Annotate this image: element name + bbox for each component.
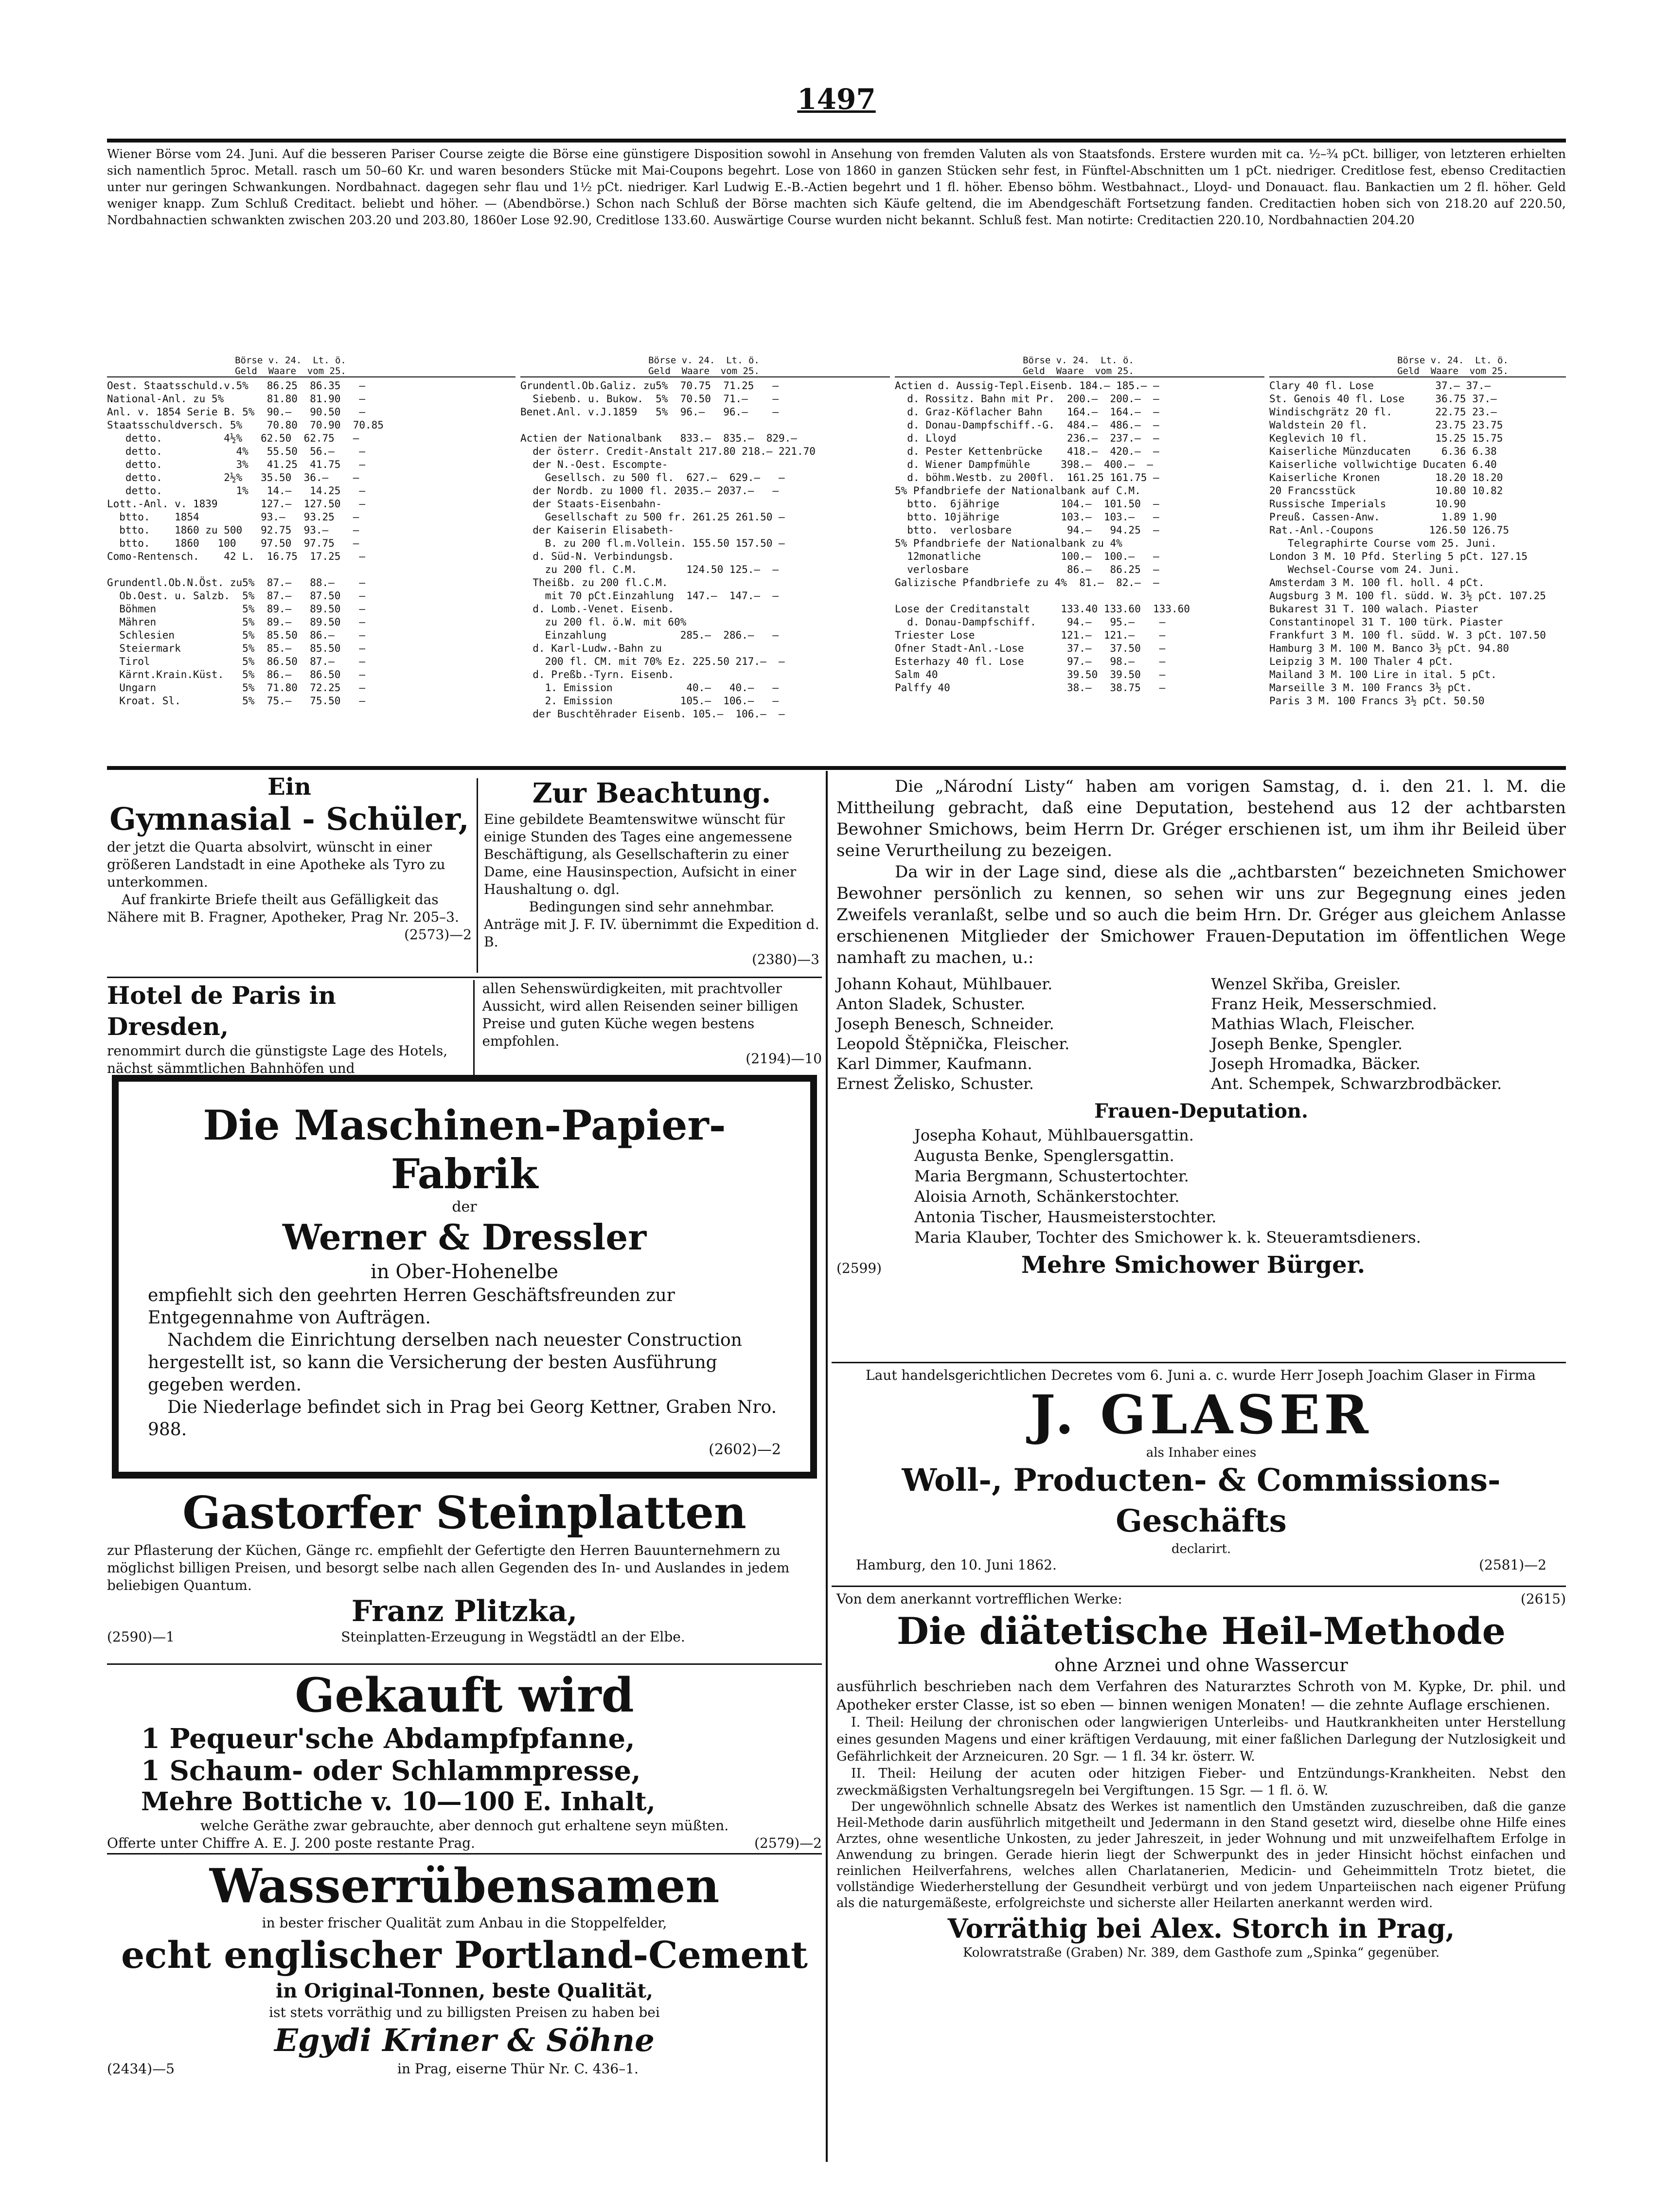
table-row: der Kaiserin Elisabeth- [520,524,675,536]
table-row: Ungarn 5% 71.80 72.25 — [107,682,366,694]
table-row: d. Lomb.-Venet. Eisenb. [520,603,675,615]
table-row: der österr. Credit-Anstalt 217.80 218.— 221.70 [520,446,816,457]
ad-sub: in bester frischer Qualität zum Anbau in die Stoppelfelder, [262,1915,667,1931]
table-row: B. zu 200 fl.m.Vollein. 155.50 157.50 — [520,537,785,549]
ad-divider [107,977,822,978]
ad-sign: Mehre Smichower Bürger. [1021,1251,1366,1279]
table-row: Böhmen 5% 89.— 89.50 — [107,603,366,615]
table-row: Bukarest 31 T. 100 walach. Piaster [1269,603,1478,615]
list-item: Ant. Schempek, Schwarzbrodbäcker. [1211,1074,1502,1093]
table-row: Constantinopel 31 T. 100 türk. Piaster [1269,616,1503,628]
table-row: Benet.Anl. v.J.1859 5% 96.— 96.— — [520,406,779,418]
exchange-table-3 [895,355,1264,764]
list-item: Maria Klauber, Tochter des Smichower k. k. Steueramtsdieners. [914,1228,1421,1247]
table-row: Einzahlung 285.— 286.— — [520,629,779,641]
ad-title: Hotel de Paris in Dresden, [107,981,336,1041]
table-row: der Buschtěhrader Eisenb. 105.— 106.— — [520,708,785,720]
ad-heil-methode [836,1590,1566,2125]
ad-gekauft [107,1668,822,1853]
ad-body-3: Die Niederlage befindet sich in Prag bei Georg Kettner, Graben Nro. 988. [148,1397,777,1440]
ad-title: Wasserrübensamen [209,1858,720,1913]
table-row: Lose der Creditanstalt 133.40 133.60 133.60 [895,603,1190,615]
table-header: Börse v. 24. Lt. ö. Geld Waare vom 25. [1269,355,1566,377]
table-row: Staatsschuldversch. 5% 70.80 70.90 70.85 [107,419,384,431]
table-row: d. Karl-Ludw.-Bahn zu [520,642,662,654]
ad-title: Gastorfer Steinplatten [182,1486,746,1539]
table-row: d. Süd-N. Verbindungsb. [520,551,675,562]
ad-gastorfer [107,1483,822,1668]
table-row: detto. 1% 14.— 14.25 — [107,485,366,497]
ad-ref: (2599) [836,1260,882,1276]
ad-title: Die Maschinen-Papier-Fabrik [203,1101,726,1198]
table-row: der Nordb. zu 1000 fl. 2035.— 2037.— — [520,485,779,497]
list-item: Anton Sladek, Schuster. [836,995,1026,1013]
table-row: Oest. Staatsschuld.v.5% 86.25 86.35 — [107,380,366,392]
ad-ref: (2380)—3 [752,951,819,967]
ad-text: Der ungewöhnlich schnelle Absatz des Werkes ist namentlich den Umständen zuzuschreiben, daß die ganze Heil-Methode darin ausführlich mitgetheilt und Jedermann in den Stand gesetzt wird, dieselbe ohne Hilfe eines Arztes, ohne wesentliche Unkosten, zu jeder Jahreszeit, in jeder Wohnung und mit unzweifelhaftem Erfolge in Anwendung zu bringen. Gerade hierin liegt der Schwerpunkt des in jeder Hinsicht höchst einfachen und reinlichen Heilverfahrens, welches allen Charlatanerien, Medicin- und Geheimmitteln Trotz bietet, die vollständige Wiederherstellung der Gesundheit verbürgt und von jedem Unparteiischen nach eigener Prüfung als die naturgemäßeste, erfolgreichste und sicherste aller Heilarten anerkannt werden wird. [836,1800,1566,1910]
table-row: 20 Francsstück 10.80 10.82 [1269,485,1503,497]
ad-declared: declarirt. [1171,1542,1231,1556]
ad-pre-ref: (2615) [1520,1591,1566,1607]
frauen-list [836,1125,1566,1248]
ad-ref: (2581)—2 [1479,1557,1546,1573]
table-row: btto. 6jährige 104.— 101.50 — [895,498,1159,510]
ad-body: zur Pflasterung der Küchen, Gänge rc. empfiehlt der Gefertigte den Herren Bauunternehmern zu möglichst billigen Preisen, und besorgt selbe nach allen Gegenden des In- und Auslandes in jedem beliebigen Quantum. [107,1542,790,1593]
table-row: Leipzig 3 M. 100 Thaler 4 pCt. [1269,656,1454,667]
table-row: Telegraphirte Course vom 25. Juni. [1269,537,1497,549]
exchange-report: Wiener Börse vom 24. Juni. Auf die besseren Pariser Course zeigte die Börse eine günstigere Disposition sowohl in Ansehung von fremden Valuten als von Staatsfonds. Erstere wurden mit ca. ½–¾ pCt. billiger, von letzteren erhielten sich namentlich 5proc. Metall. rasch um 50–60 Kr. und waren besonders Stücke mit Mai-Coupons begehrt. Lose von 1860 in ganzen Stücken sehr fest, in Fünftel-Abschnitten um 1 pCt. niedriger. Creditlose fest, ebenso Creditactien unter nur geringen Schwankungen. Nordbahnact. dagegen sehr flau und 1½ pCt. niedriger. Karl Ludwig E.-B.-Actien begehrt und 1 fl. höher. Ebenso böhm. Westbahnact., Lloyd- und Donauact. flau. Bankactien um 2 fl. höher. Geld weniger knapp. Zum Schluß Creditact. beliebt und höher. — (Abendbörse.) Schon nach Schluß der Börse machten sich Käufe geltend, die im Abendgeschäft Fortsetzung fanden. Creditactien hoben sich von 218.20 auf 220.50, Nordbahnactien schwankten zwischen 203.20 und 203.80, 1860er Lose 92.90, Creditlose 133.60. Auswärtige Course wurden nicht bekannt. Schluß fest. Man notirte: Creditactien 220.10, Nordbahnactien 204.20 [107,147,1566,227]
table-row: d. Wiener Dampfmühle 398.— 400.— — [895,459,1154,470]
table-row: Gesellsch. zu 500 fl. 627.— 629.— — [520,472,785,483]
table-row: Mähren 5% 89.— 89.50 — [107,616,366,628]
ad-theil-2: II. Theil: Heilung der acuten oder hitzigen Fieber- und Entzündungs-Krankheiten. Nebst den zweckmäßigsten Verhaltungsregeln bei Vergiftungen. 15 Sgr. — 1 fl. ö. W. [836,1766,1566,1798]
ad-sub: Steinplatten-Erzeugung in Wegstädtl an der Elbe. [341,1629,685,1645]
ad-body: Eine gebildete Beamtenswitwe wünscht für einige Stunden des Tages eine angemessene Beschäftigung, als Gesellschafterin zu einer Dame, eine Hausinspection, Aufsicht in einer Haushaltung o. dgl. [484,811,797,897]
top-rule [107,139,1566,143]
exchange-table-4 [1269,355,1566,764]
table-row: 1. Emission 40.— 40.— — [520,682,779,694]
table-row: btto. 10jährige 103.— 103.— — [895,511,1159,523]
table-row: d. Donau-Dampfschiff. 94.— 95.— — [895,616,1166,628]
table-row: Grundentl.Ob.N.Öst. zu5% 87.— 88.— — [107,577,366,589]
table-row: St. Genois 40 fl. Lose 36.75 37.— [1269,393,1497,405]
table-row: d. Rossitz. Bahn mit Pr. 200.— 200.— — [895,393,1159,405]
ad-wasserruebensamen [107,1858,822,2130]
ad-title: Zur Beachtung. [532,777,771,809]
ad-ref: (2573)—2 [404,927,472,943]
table-row: der Staats-Eisenbahn- [520,498,662,510]
table-row: Como-Rentensch. 42 L. 16.75 17.25 — [107,551,366,562]
ad-offer: Offerte unter Chiffre A. E. J. 200 poste restante Prag. [107,1835,475,1851]
table-row: Galizische Pfandbriefe zu 4% 81.— 82.— — [895,577,1159,589]
ad-divider [107,1663,822,1665]
ad-stock: Vorräthig bei Alex. Storch in Prag, [947,1913,1455,1944]
ad-divider [832,1362,1566,1363]
table-row: Gesellschaft zu 500 fr. 261.25 261.50 — [520,511,785,523]
article-paragraph-2: Da wir in der Lage sind, diese als die „achtbarsten“ bezeichneten Smichower Bewohner persönlich zu kennen, so sehen wir uns zur Begegnung eines jeden Zweifels veranlaßt, selbe und so auch die beim Hrn. Dr. Gréger aus gleichem Anlasse erschienenen Mitglieder der Smichower Frauen-Deputation im öffentlichen Wege namhaft zu machen, u.: [836,862,1566,967]
ad-orig: in Original-Tonnen, beste Qualität, [276,1980,653,2002]
table-row: 2. Emission 105.— 106.— — [520,695,779,707]
names-grid [836,974,1566,1094]
ad-body-2: Bedingungen sind sehr annehmbar. [529,899,775,915]
table-row: d. Lloyd 236.— 237.— — [895,432,1159,444]
list-item: Joseph Benke, Spengler. [1211,1035,1403,1053]
ad-place: in Ober-Hohenelbe [371,1261,558,1283]
table-row: Wechsel-Course vom 24. Juni. [1269,564,1460,575]
table-row: btto. 1860 zu 500 92.75 93.— — [107,524,359,536]
table-row: Frankfurt 3 M. 100 fl. südd. W. 3 pCt. 107.50 [1269,629,1546,641]
ad-title: Die diätetische Heil-Methode [897,1609,1506,1653]
ad-title: Gekauft wird [295,1668,634,1723]
table-row: Rat.-Anl.-Coupons 126.50 126.75 [1269,524,1510,536]
list-item: Antonia Tischer, Hausmeisterstochter. [914,1208,1217,1226]
column-rule [826,771,828,2162]
ad-gymnasial [107,773,472,973]
ad-line-2: 1 Schaum- oder Schlammpresse, [141,1755,641,1787]
list-item: Wenzel Skřiba, Greisler. [1211,975,1401,993]
ad-narodni-listy [836,776,1566,1359]
list-item: Johann Kohaut, Mühlbauer. [836,975,1053,993]
names-left [836,974,1191,1094]
table-row: Keglevich 10 fl. 15.25 15.75 [1269,432,1503,444]
frauen-title: Frauen-Deputation. [1094,1100,1308,1123]
ad-body-3: Anträge mit J. F. IV. übernimmt die Expedition d. B. [484,916,819,950]
table-row: Amsterdam 3 M. 100 fl. holl. 4 pCt. [1269,577,1485,589]
table-row: 5% Pfandbriefe der Nationalbank zu 4% [895,537,1122,549]
table-row: 12monatliche 100.— 100.— — [895,551,1159,562]
newspaper-page [107,83,1566,2174]
table-row: Grundentl.Ob.Galiz. zu5% 70.75 71.25 — [520,380,779,392]
ad-body-left: renommirt durch die günstigste Lage des Hotels, nächst sämmtlichen Bahnhöfen und [107,1043,448,1076]
table-row: d. Preßb.-Tyrn. Eisenb. [520,669,675,680]
list-item: Ernest Želisko, Schuster. [836,1074,1034,1093]
list-item: Karl Dimmer, Kaufmann. [836,1054,1032,1073]
ad-stock: ist stets vorräthig und zu billigsten Preisen zu haben bei [269,2004,660,2020]
ad-body-2: Nachdem die Einrichtung derselben nach neuester Construction hergestellt ist, so kann die Versicherung der besten Ausführung gegeben werden. [148,1330,742,1395]
list-item: Maria Bergmann, Schustertochter. [914,1167,1189,1185]
table-row: Preuß. Cassen-Anw. 1.89 1.90 [1269,511,1497,523]
ad-ref: (2602)—2 [709,1441,781,1458]
table-row: Anl. v. 1854 Serie B. 5% 90.— 90.50 — [107,406,366,418]
ad-firm: Egydi Kriner & Söhne [274,2022,655,2059]
ad-divider [107,1853,822,1855]
table-row: Steiermark 5% 85.— 85.50 — [107,642,366,654]
ad-body: empfiehlt sich den geehrten Herren Geschäftsfreunden zur Entgegennahme von Aufträgen. [148,1285,675,1328]
table-row [520,419,890,432]
table-row: Tirol 5% 86.50 87.— — [107,656,366,667]
ad-addr: in Prag, eiserne Thür Nr. C. 436–1. [397,2061,639,2077]
table-row: mit 70 pCt.Einzahlung 147.— 147.— — [520,590,779,602]
ad-ref: (2590)—1 [107,1629,175,1645]
ad-body-right: allen Sehenswürdigkeiten, mit prachtvoller Aussicht, wird allen Reisenden seiner billigen Preise und guten Küche wegen bestens empfohlen. [482,981,799,1049]
list-item: Franz Heik, Messerschmied. [1211,995,1437,1013]
table-row: Actien d. Aussig-Tepl.Eisenb. 184.— 185.— — [895,380,1159,392]
table-row: 200 fl. CM. mit 70% Ez. 225.50 217.— — [520,656,785,667]
table-row: Lott.-Anl. v. 1839 127.— 127.50 — [107,498,366,510]
ad-ref: (2194)—10 [746,1051,822,1067]
table-row: Russische Imperials 10.90 [1269,498,1466,510]
page-number: 1497 [797,83,876,116]
list-item: Aloisia Arnoth, Schänkerstochter. [914,1187,1180,1206]
ad-line-3: Mehre Bottiche v. 10—100 E. Inhalt, [141,1787,656,1817]
ad-place: Hamburg, den 10. Juni 1862. [856,1557,1057,1573]
names-right [1211,974,1566,1094]
list-item: Josepha Kohaut, Mühlbauersgattin. [914,1126,1194,1144]
ad-theil-1: I. Theil: Heilung der chronischen oder langwierigen Unterleibs- und Hautkrankheiten unter Herstellung eines gesunden Magens und einer kräftigen Verdauung, mit einer faßlichen Darlegung der Nutzlosigkeit und Gefährlichkeit der Arzneicuren. 20 Sgr. — 1 fl. 34 kr. österr. W. [836,1715,1566,1764]
table-row: Ofner Stadt-Anl.-Lose 37.— 37.50 — [895,642,1166,654]
ad-line-1: 1 Pequeur'sche Abdampfpfanne, [141,1723,635,1755]
table-row: Palffy 40 38.— 38.75 — [895,682,1166,694]
table-row: Windischgrätz 20 fl. 22.75 23.— [1269,406,1497,418]
table-row: Actien der Nationalbank 833.— 835.— 829.— [520,432,797,444]
table-header: Börse v. 24. Lt. ö. Geld Waare vom 25. [520,355,890,377]
table-row [107,563,515,576]
ad-body: ausführlich beschrieben nach dem Verfahren des Naturarztes Schroth von M. Kypke, Dr. phil. und Apotheker erster Classe, ist so eben — binnen wenigen Monaten! — die zehnte Auflage erschienen. [836,1678,1566,1713]
table-row: Paris 3 M. 100 Francs 3½ pCt. 50.50 [1269,695,1485,707]
table-row: London 3 M. 10 Pfd. Sterling 5 pCt. 127.15 [1269,551,1528,562]
ad-glaser [836,1367,1566,1581]
table-row: Triester Lose 121.— 121.— — [895,629,1166,641]
article-paragraph-1: Die „Národní Listy“ haben am vorigen Samstag, d. i. den 21. l. M. die Mittheilung gebracht, daß eine Deputation, bestehend aus 12 der achtbarsten Bewohner Smichows, beim Herrn Dr. Gréger erschienen ist, um ihm ihr Beileid über seine Verurtheilung zu bezeigen. [836,777,1566,860]
ad-firm: J. GLASER [1030,1383,1372,1446]
ad-title: Gymnasial - Schüler, [109,801,469,838]
table-row: d. Graz-Köflacher Bahn 164.— 164.— — [895,406,1159,418]
table-row: zu 200 fl. ö.W. mit 60% [520,616,687,628]
table-row: der N.-Oest. Escompte- [520,459,668,470]
list-item: Mathias Wlach, Fleischer. [1211,1015,1415,1033]
table-row: Kaiserliche Münzducaten 6.36 6.38 [1269,446,1497,457]
table-row: Schlesien 5% 85.50 86.— — [107,629,366,641]
table-row: Augsburg 3 M. 100 fl. südd. W. 3½ pCt. 107.25 [1269,590,1546,602]
table-row: d. Donau-Dampfschiff.-G. 484.— 486.— — [895,419,1159,431]
table-row: detto. 3% 41.25 41.75 — [107,459,366,470]
ad-firm: Werner & Dressler [282,1216,647,1258]
ad-divider [832,1586,1566,1587]
table-row: Hamburg 3 M. 100 M. Banco 3½ pCt. 94.80 [1269,642,1510,654]
ad-papier-fabrik [112,1075,817,1479]
ad-body: welche Geräthe zwar gebrauchte, aber dennoch gut erhaltene seyn müßten. [200,1818,729,1834]
table-row: National-Anl. zu 5% 81.80 81.90 — [107,393,366,405]
ad-beachtung [484,776,819,973]
table-row: btto. 1854 93.— 93.25 — [107,511,359,523]
table-row: Kärnt.Krain.Küst. 5% 86.— 86.50 — [107,669,366,680]
ad-title-small: Ein [267,773,311,801]
table-row: btto. verlosbare 94.— 94.25 — [895,524,1159,536]
table-row: Salm 40 39.50 39.50 — [895,669,1166,680]
table-row: detto. 4% 55.50 56.— — [107,446,366,457]
ad-sub: ohne Arznei und ohne Wassercur [1054,1656,1348,1676]
table-row: detto. 2½% 35.50 36.— — [107,472,359,483]
list-item: Joseph Benesch, Schneider. [836,1015,1054,1033]
table-row: zu 200 fl. C.M. 124.50 125.— — [520,564,779,575]
list-item: Augusta Benke, Spenglersgattin. [914,1146,1174,1165]
ad-intro: Laut handelsgerichtlichen Decretes vom 6. Juni a. c. wurde Herr Joseph Joachim Glaser in Firma [866,1367,1536,1383]
table-row: Mailand 3 M. 100 Lire in ital. 5 pCt. [1269,669,1497,680]
table-row: detto. 4½% 62.50 62.75 — [107,432,359,444]
table-row: Ob.Oest. u. Salzb. 5% 87.— 87.50 — [107,590,366,602]
table-row: Kaiserliche Kronen 18.20 18.20 [1269,472,1503,483]
ad-pre: Von dem anerkannt vortrefflichen Werke: [836,1591,1122,1607]
ad-als: als Inhaber eines [1146,1445,1257,1460]
ad-business: Woll-, Producten- & Commissions-Geschäfts [902,1462,1501,1539]
table-row: Kroat. Sl. 5% 75.— 75.50 — [107,695,366,707]
ad-ref: (2434)—5 [107,2061,175,2077]
table-bottom-rule [107,766,1566,770]
table-header: Börse v. 24. Lt. ö. Geld Waare vom 25. [107,355,515,377]
table-row: Clary 40 fl. Lose 37.— 37.— [1269,380,1491,392]
ad-der: der [452,1198,477,1215]
table-row: d. Pester Kettenbrücke 418.— 420.— — [895,446,1159,457]
table-row [895,589,1264,603]
ad-body-2: Auf frankirte Briefe theilt aus Gefälligkeit das Nähere mit B. Fragner, Apotheker, Prag Nr. 205–3. [107,892,459,925]
table-row: Esterhazy 40 fl. Lose 97.— 98.— — [895,656,1166,667]
table-row: Kaiserliche vollwichtige Ducaten 6.40 [1269,459,1497,470]
ad-body: der jetzt die Quarta absolvirt, wünscht in einer größeren Landstadt in eine Apotheke als Tyro zu unterkommen. [107,839,445,890]
table-row: d. böhm.Westb. zu 200fl. 161.25 161.75 — [895,472,1159,483]
ad-divider [477,778,478,973]
list-item: Leopold Štěpnička, Fleischer. [836,1035,1070,1053]
ad-cement: echt englischer Portland-Cement [121,1933,808,1977]
table-row: verlosbare 86.— 86.25 — [895,564,1159,575]
table-row: Marseille 3 M. 100 Francs 3½ pCt. [1269,682,1473,694]
ad-ref: (2579)—2 [754,1835,822,1851]
exchange-table-2 [520,355,890,764]
table-row: Siebenb. u. Bukow. 5% 70.50 71.— — [520,393,779,405]
ad-hotel [107,980,822,1076]
ad-addr: Kolowratstraße (Graben) Nr. 389, dem Gasthofe zum „Spinka“ gegenüber. [962,1945,1439,1960]
table-header: Börse v. 24. Lt. ö. Geld Waare vom 25. [895,355,1264,377]
table-row: btto. 1860 100 97.50 97.75 — [107,537,359,549]
table-row: 5% Pfandbriefe der Nationalbank auf C.M. [895,485,1141,497]
table-row: Waldstein 20 fl. 23.75 23.75 [1269,419,1503,431]
list-item: Joseph Hromadka, Bäcker. [1211,1054,1421,1073]
ad-name: Franz Plitzka, [351,1594,578,1628]
exchange-table-1 [107,355,515,764]
table-row: Theißb. zu 200 fl.C.M. [520,577,668,589]
